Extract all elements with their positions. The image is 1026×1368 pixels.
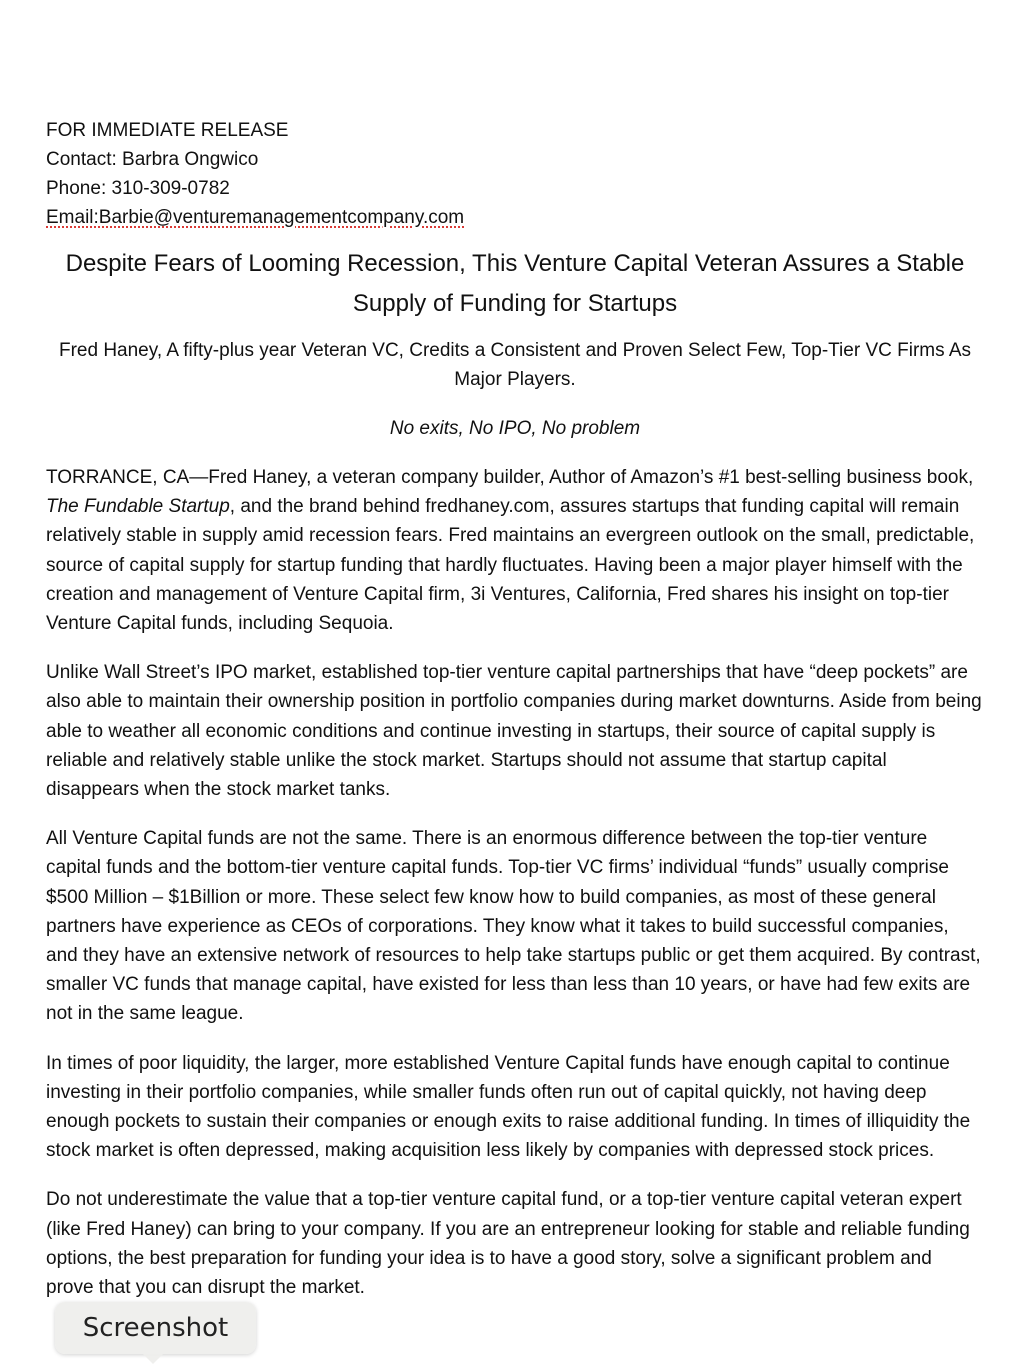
- subheadline: Fred Haney, A fifty-plus year Veteran VC, Credits a Consistent and Proven Select Few, Top-Tier VC Firms As Major Players.: [58, 340, 972, 390]
- contact-email[interactable]: Email:Barbie@venturemanagementcompany.com: [46, 207, 465, 228]
- paragraph-1-rest: , and the brand behind fredhaney.com, assures startups that funding capital will remain relatively stable in supply amid recession fears. Fred maintains an evergreen outlook on the small, predictable, source of capital supply for startup funding that hardly fluctuates. Having been a major player himself with the creation and management of Venture Capital firm, 3i Ventures, California, Fred shares his insight on top-tier Venture Capital funds, including Sequoia.: [46, 496, 975, 635]
- book-title: The Fundable Startup: [46, 496, 230, 518]
- screenshot-label: Screenshot: [82, 1313, 229, 1343]
- paragraph-4: In times of poor liquidity, the larger, more established Venture Capital funds have enough capital to continue investing in their portfolio companies, while smaller funds often run out of capital quickly, not having deep enough pockets to sustain their companies or enough exits to raise additional funding. In times of illiquidity the stock market is often depressed, making acquisition less likely by companies with depressed stock prices.: [46, 1052, 971, 1162]
- paragraph-1: [46, 463, 984, 638]
- headline: Despite Fears of Looming Recession, This Venture Capital Veteran Assures a Stable Supply of Funding for Startups: [65, 250, 965, 317]
- screenshot-button[interactable]: [55, 1302, 256, 1354]
- paragraph-3: All Venture Capital funds are not the same. There is an enormous difference between the top-tier venture capital funds and the bottom-tier venture capital funds. Top-tier VC firms’ individual “funds” usually comprise $500 Million – $1Billion or more. These select few know how to build companies, as most of these general partners have experience as CEOs of corporations. They know what it takes to build successful companies, and they have an extensive network of resources to help take startups public or get them acquired. By contrast, smaller VC funds that manage capital, have existed for less than less than 10 years, or have had few exits are not in the same league.: [46, 828, 981, 1025]
- press-release-document: [46, 116, 984, 1302]
- contact-phone: Phone: 310-309-0782: [46, 178, 230, 199]
- release-label: FOR IMMEDIATE RELEASE: [46, 120, 289, 141]
- contact-name: Contact: Barbra Ongwico: [46, 149, 259, 170]
- paragraph-1-lead: TORRANCE, CA—Fred Haney, a veteran company builder, Author of Amazon’s #1 best-selling business book,: [46, 467, 974, 488]
- tagline: No exits, No IPO, No problem: [389, 418, 641, 439]
- paragraph-2: Unlike Wall Street’s IPO market, established top-tier venture capital partnerships that have “deep pockets” are also able to maintain their ownership position in portfolio companies during market downturns. Aside from being able to weather all economic conditions and continue investing in startups, their source of capital supply is reliable and relatively stable unlike the stock market. Startups should not assume that startup capital disappears when the stock market tanks.: [46, 662, 982, 801]
- paragraph-5: Do not underestimate the value that a top-tier venture capital fund, or a top-tier venture capital veteran expert (like Fred Haney) can bring to your company. If you are an entrepreneur looking for stable and reliable funding options, the best preparation for funding your idea is to have a good story, solve a significant problem and prove that you can disrupt the market.: [46, 1189, 970, 1299]
